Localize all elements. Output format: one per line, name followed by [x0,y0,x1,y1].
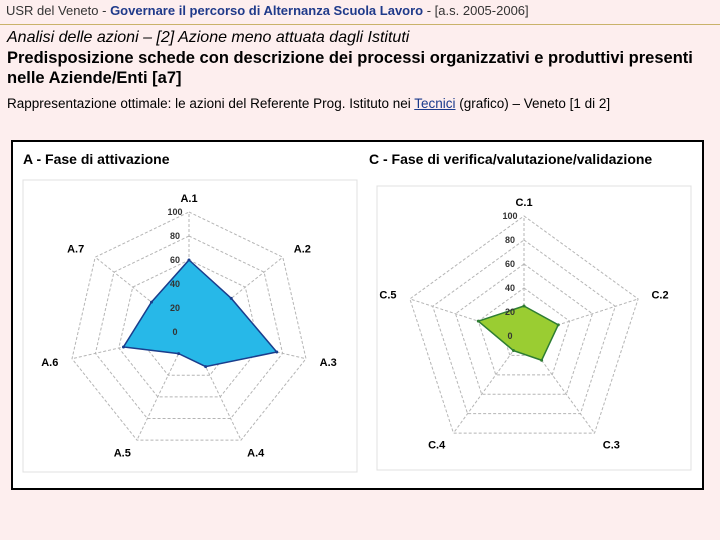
radar-a-tick-label: 80 [169,231,181,241]
radar-a-data-point [230,297,233,300]
radar-c-axis-label: C.1 [515,197,533,209]
radar-chart-c [369,182,693,474]
radar-a-axis-label: A.3 [319,356,337,369]
radar-a-tick-label: 0 [172,327,178,337]
header-suffix: - [a.s. 2005-2006] [423,3,529,18]
radar-c-tick-label: 20 [504,307,516,317]
radar-a-data-point [204,365,207,368]
radar-a-tick-label: 40 [169,279,181,289]
radar-c-data-point [540,359,543,362]
main-title: Predisposizione schede con descrizione dei processi organizzativi e produttivi presenti nelle Aziende/Enti [a7] [7,49,693,87]
radar-c-axis-label: C.4 [428,439,446,452]
radar-chart-a [21,178,361,478]
header-text [6,3,529,18]
radar-a-axis-label: A.2 [293,243,311,256]
radar-c-data-point [512,349,515,352]
radar-c-data-point [477,320,480,323]
subtitle [7,96,610,111]
header-prefix: USR del Veneto - [6,3,111,18]
radar-a-tick-label: 20 [169,303,181,313]
radar-a-data-point [150,301,153,304]
radar-c-axis-label: C.2 [651,289,669,302]
radar-c-tick-label: 100 [502,211,518,221]
subtitle-after: (grafico) – Veneto [1 di 2] [455,96,611,111]
radar-a-tick-label: 100 [167,207,183,217]
radar-a-axis-label: A.6 [41,356,59,369]
radar-c-tick-label: 40 [504,283,516,293]
charts-panel [11,140,704,490]
radar-c-tick-label: 0 [507,331,513,341]
header-bar [0,0,720,25]
radar-a-tick-label: 60 [169,255,181,265]
radar-a-data-point [177,352,180,355]
radar-a-axis-label: A.5 [113,447,131,460]
chart-c-title: C - Fase di verifica/valutazione/validazione [369,151,653,167]
subtitle-link[interactable]: Tecnici [414,96,456,111]
radar-c-data-point [557,323,560,326]
radar-c-axis-label: C.5 [379,289,397,302]
chart-a-title: A - Fase di attivazione [23,151,170,167]
radar-a-axis-label: A.4 [247,447,265,460]
radar-c-data-point [523,305,526,308]
radar-a-axis-label: A.1 [180,193,198,205]
radar-a-axis-label: A.7 [67,243,85,256]
radar-c-tick-label: 60 [504,259,516,269]
radar-c-tick-label: 80 [504,235,516,245]
radar-a-data-point [122,345,125,348]
radar-c-axis-label: C.3 [602,439,620,452]
subtitle-before: Rappresentazione ottimale: le azioni del Referente Prog. Istituto nei [7,96,415,111]
section-title: Analisi delle azioni – [2] Azione meno attuata dagli Istituti [7,29,410,46]
radar-a-data-point [275,351,278,354]
radar-a-data-point [188,259,191,262]
header-title: Governare il percorso di Alternanza Scuola Lavoro [110,3,424,18]
